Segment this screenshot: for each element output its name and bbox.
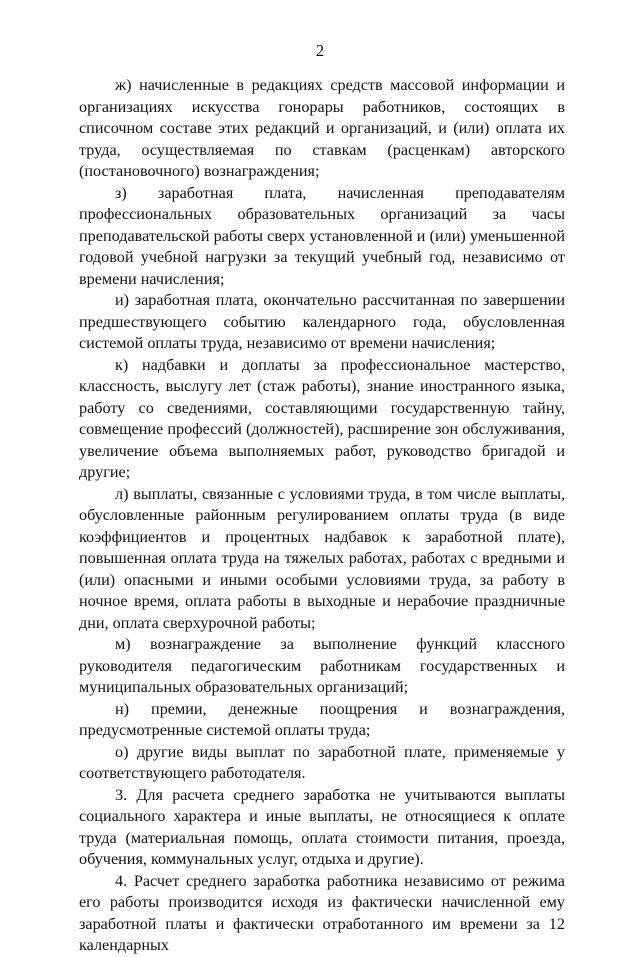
- paragraph-item-k: к) надбавки и доплаты за профессиональное мастерство, классность, выслугу лет (стаж работы), знание иностранного языка, работу со сведениями, составляющими государственную тайну, совмещение профессий (должностей), расширение зон обслуживания, увеличение объема выполняемых работ, руководство бригадой и другие;: [79, 355, 565, 481]
- paragraph-item-n: н) премии, денежные поощрения и вознаграждения, предусмотренные системой оплаты труда;: [79, 699, 565, 739]
- paragraph-item-o: о) другие виды выплат по заработной плате, применяемые у соответствующего работодателя.: [79, 742, 565, 782]
- paragraph-item-m: м) вознаграждение за выполнение функций классного руководителя педагогическим работникам государственных и муниципальных образовательных организаций;: [79, 635, 565, 696]
- paragraph-item-z: з) заработная плата, начисленная преподавателям профессиональных образовательных организаций за часы преподавательской работы сверх установленной и (или) уменьшенной годовой учебной нагрузки за текущий учебный год, независимо от времени начисления;: [79, 183, 565, 288]
- paragraph-item-l: л) выплаты, связанные с условиями труда, в том числе выплаты, обусловленные районным регулированием оплаты труда (в виде коэффициентов и процентных надбавок к заработной плате), повышенная оплата труда на тяжелых работах, работах с вредными и (или) опасными и иными особыми условиями труда, за работу в ночное время, оплата работы в выходные и нерабочие праздничные дни, оплата сверхурочной работы;: [79, 484, 565, 632]
- paragraph-item-zh: ж) начисленные в редакциях средств массовой информации и организациях искусства гонорары работников, состоящих в списочном составе этих редакций и организаций, и (или) оплата их труда, осуществляемая по ставкам (расценкам) авторского (постановочного) вознаграждения;: [79, 76, 565, 180]
- paragraph-clause-3: 3. Для расчета среднего заработка не учитываются выплаты социального характера и иные выплаты, не относящиеся к оплате труда (материальная помощь, оплата стоимости питания, проезда, обучения, коммунальных услуг, отдыха и другие).: [79, 785, 565, 868]
- paragraph-item-i: и) заработная плата, окончательно рассчитанная по завершении предшествующего событию календарного года, обусловленная системой оплаты труда, независимо от времени начисления;: [79, 291, 565, 352]
- paragraph-clause-4: 4. Расчет среднего заработка работника независимо от режима его работы производится исходя из фактически начисленной ему заработной платы и фактически отработанного им времени за 12 календарных: [79, 871, 565, 954]
- page-number: 2: [315, 41, 325, 60]
- document-body: [79, 75, 565, 957]
